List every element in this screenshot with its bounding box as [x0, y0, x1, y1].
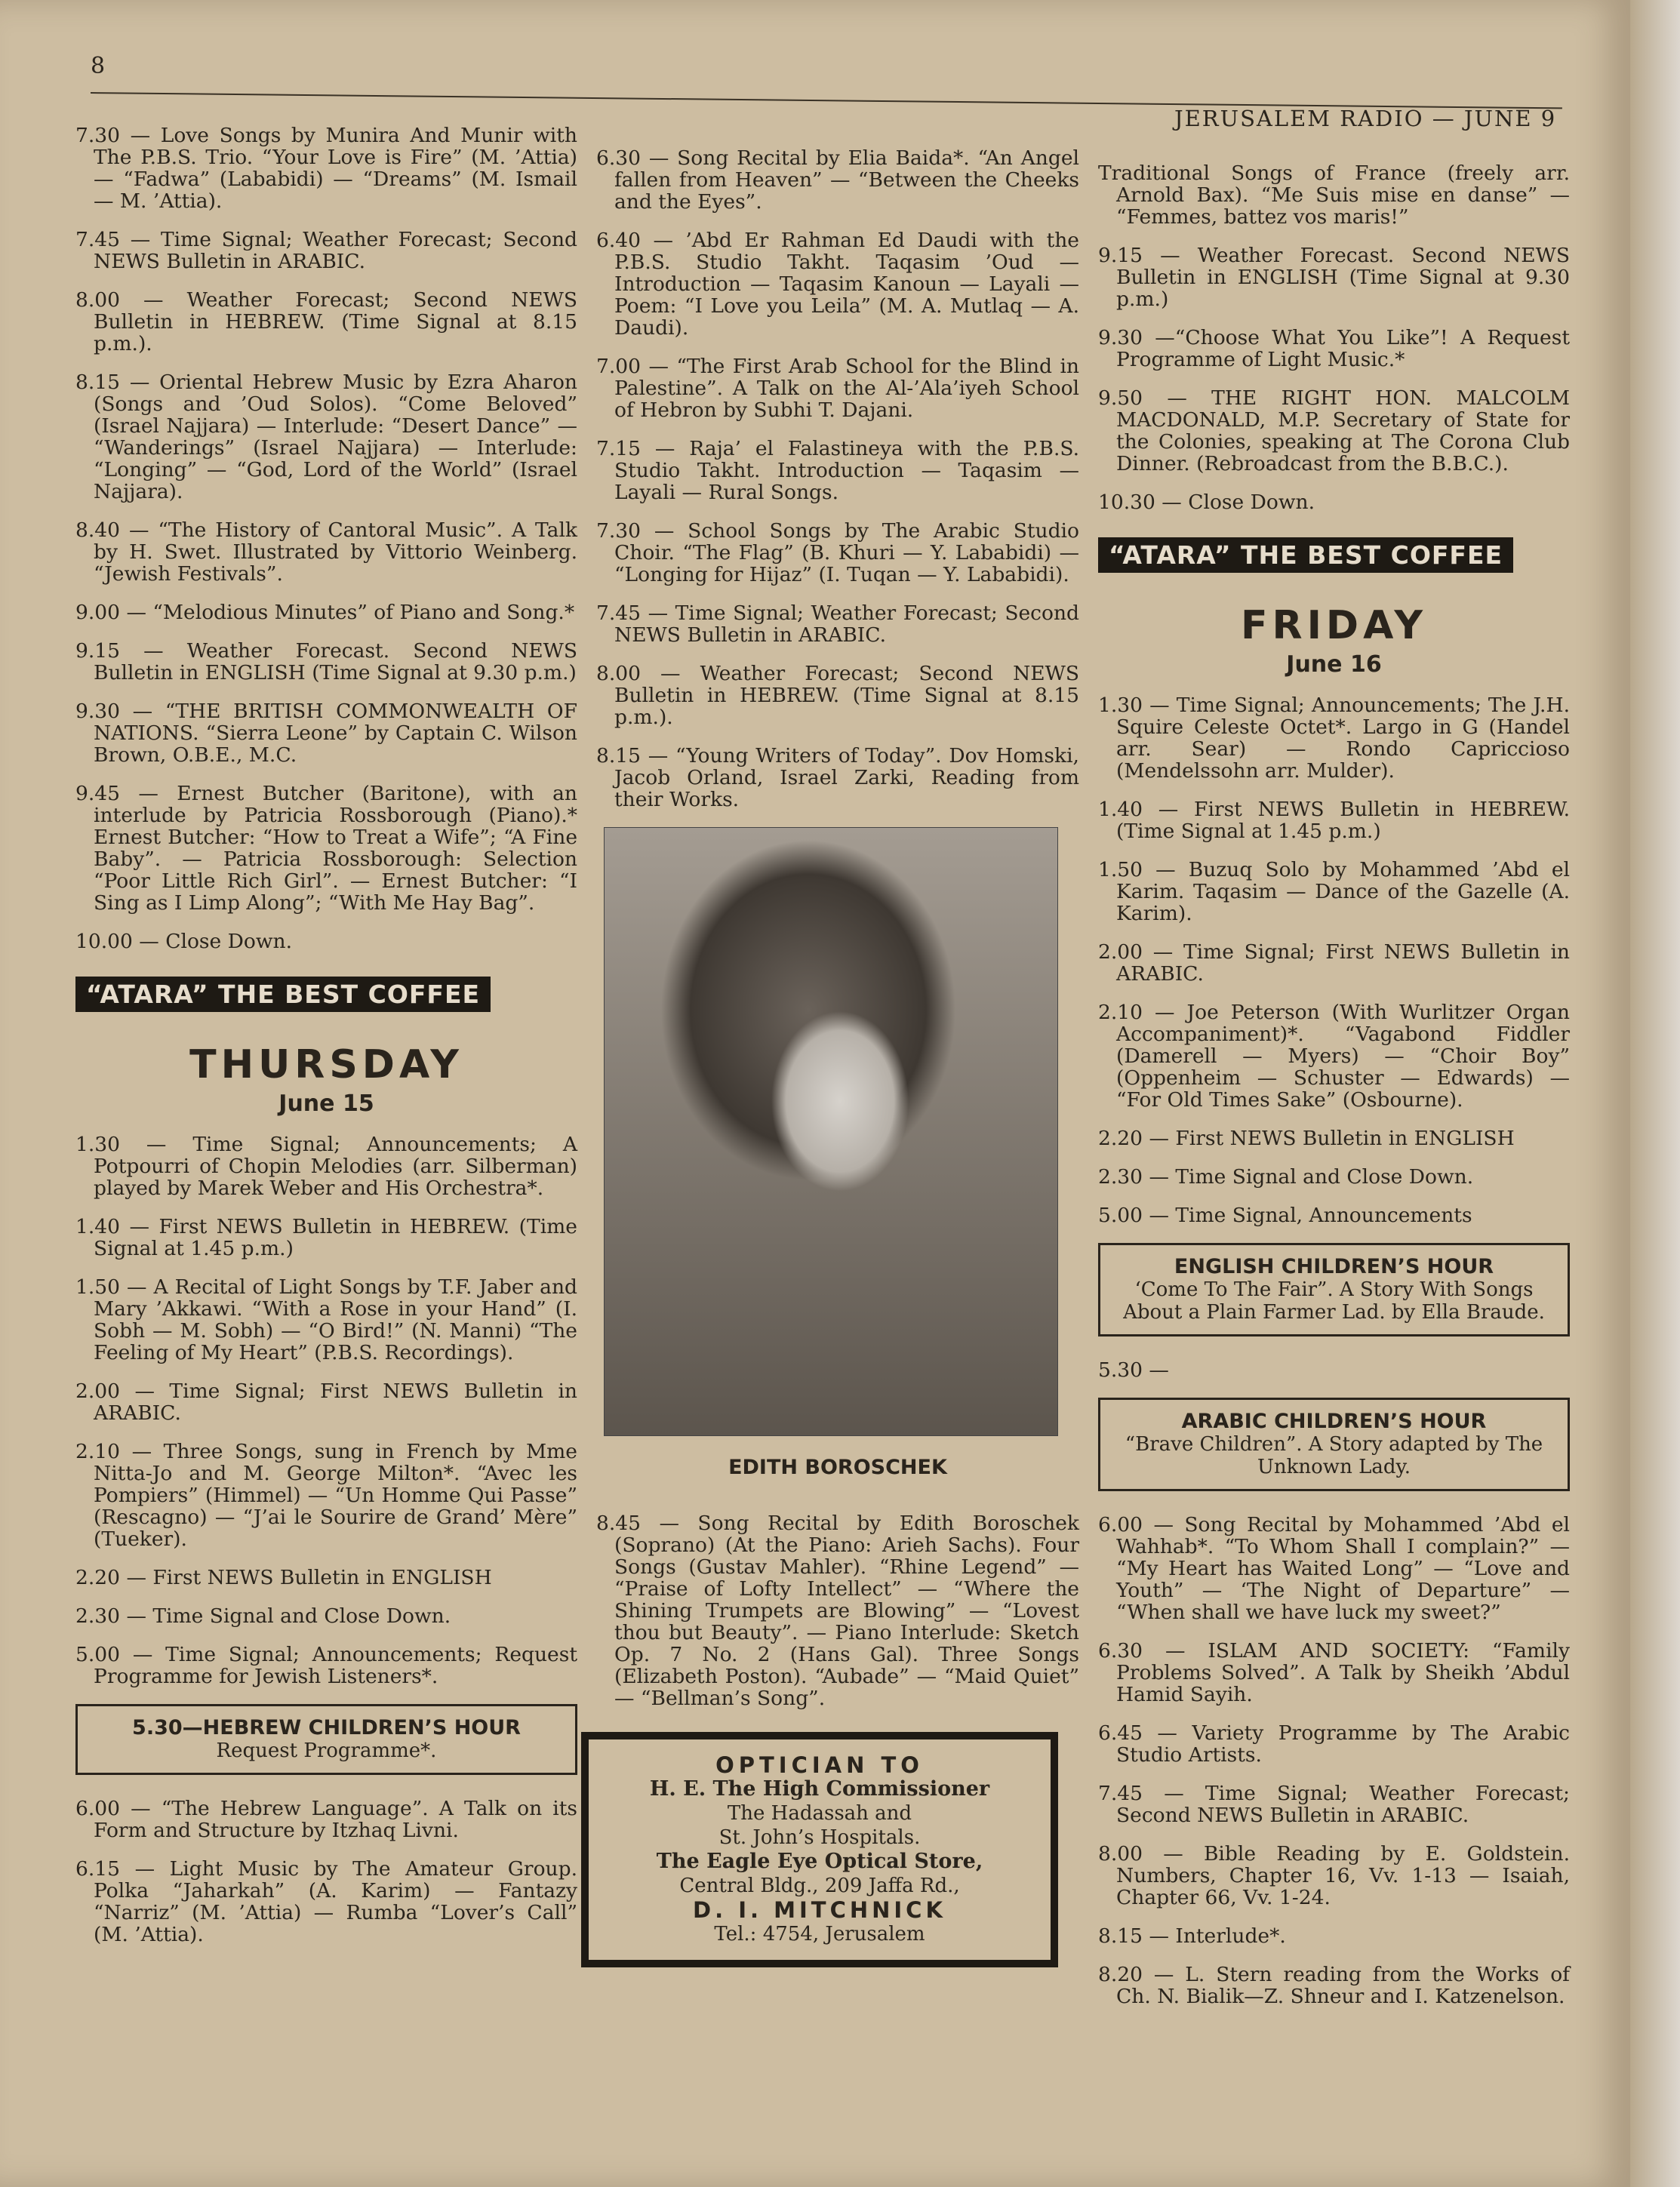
entry-text: — Song Recital by Mohammed ’Abd el Wahhab*. “To Whom Shall I complain?” — “My Heart has Waited Long” — “Love and Youth” — ‘The Night of Departure” — “When shall we have luck my sweet?”: [1116, 1513, 1570, 1624]
entry-text: — Song Recital by Edith Boroschek (Soprano) (At the Piano: Arieh Sachs). Four Songs (Gustav Mahler). “Rhine Legend” — “Praise of Lofty Intellect” — “Where the Shining Trumpets are Blowing” — “Lovest thou but Beauty”. — Piano Interlude: Sketch Op. 7 No. 2 (Hans Gal). Three Songs (Elizabeth Poston). “Aubade” — “Maid Quiet” — “Bellman’s Song”.: [614, 1512, 1079, 1710]
entry-time: 8.15: [75, 371, 130, 394]
entry-text: — “Melodious Minutes” of Piano and Song.*: [126, 601, 575, 624]
entry-text: — Time Signal; Weather Forecast; Second NEWS Bulletin in ARABIC.: [614, 601, 1079, 647]
entries-list: [596, 147, 1079, 811]
schedule-entry: [75, 125, 577, 212]
schedule-entry: [596, 438, 1079, 503]
schedule-entry: [75, 1133, 577, 1199]
entry-text: — Love Songs by Munira And Munir with The P.B.S. Trio. “Your Love is Fire” (M. ’Attia) — “Fadwa” (Lababidi) — “Dreams” (M. Ismail — M. ’Attia).: [94, 124, 577, 213]
entry-text: — Ernest Butcher (Baritone), with an interlude by Patricia Rossborough (Piano).* Ernest Butcher: “How to Treat a Wife”; “A Fine Baby”. — Patricia Rossborough: Selection “Poor Little Rich Girl”. — Ernest Butcher: “I Sing as I Limp Along”; “With Me Hay Bag”.: [94, 782, 577, 915]
coffee-ad: “ATARA” THE BEST COFFEE: [75, 977, 491, 1012]
entry-text: — Interlude*.: [1149, 1924, 1286, 1948]
entry-text: — School Songs by The Arabic Studio Choir. “The Flag” (B. Khuri — Y. Lababidi) — “Longing for Hijaz” (I. Tuqan — Y. Lababidi).: [614, 519, 1079, 586]
entry-time: 2.00: [1098, 940, 1153, 964]
entry-text: —“Choose What You Like”! A Request Programme of Light Music.*: [1116, 326, 1570, 371]
ad-line: Tel.: 4754, Jerusalem: [714, 1923, 925, 1946]
entry-text: — Joe Peterson (With Wurlitzer Organ Accompaniment)*. “Vagabond Fiddler (Damerell — Myers) — “Choir Boy” (Oppenheim — Schuster — Edwards) — “For Old Times Sake” (Osbourne).: [1116, 1001, 1570, 1112]
entry-text: — Time Signal; Announcements; Request Programme for Jewish Listeners*.: [94, 1643, 577, 1688]
entry-text: — THE RIGHT HON. MALCOLM MACDONALD, M.P. Secretary of State for the Colonies, speaking at The Corona Club Dinner. (Rebroadcast from the B.B.C.).: [1116, 386, 1570, 475]
schedule-entry: [596, 663, 1079, 728]
box-subtitle: Request Programme*.: [216, 1739, 437, 1762]
column-2: [596, 147, 1079, 1967]
entry-text: — Close Down.: [139, 930, 293, 953]
entry-time: 6.45: [1098, 1721, 1158, 1745]
ad-line: The Eagle Eye Optical Store,: [656, 1850, 983, 1873]
entry-text: — Weather Forecast. Second NEWS Bulletin in ENGLISH (Time Signal at 9.30 p.m.): [94, 639, 577, 684]
entry-time: 8.00: [1098, 1842, 1164, 1866]
entry-time: 10.00: [75, 930, 140, 953]
entry-text: — Raja’ el Falastineya with the P.B.S. Studio Takht. Introduction — Taqasim — Layali — Rural Songs.: [614, 437, 1079, 504]
box-title: ENGLISH CHILDREN’S HOUR: [1174, 1255, 1494, 1278]
page-header: JERUSALEM RADIO — JUNE 9: [1174, 106, 1557, 131]
coffee-ad: “ATARA” THE BEST COFFEE: [1098, 537, 1513, 573]
day-heading: THURSDAY: [189, 1042, 463, 1087]
entry-text: — Bible Reading by E. Goldstein. Numbers, Chapter 16, Vv. 1-13 — Isaiah, Chapter 66, Vv. 1-24.: [1116, 1842, 1570, 1909]
entry-text: — Three Songs, sung in French by Mme Nitta-Jo and M. George Milton*. “Avec les Pompiers” (Himmel) — “Un Homme Qui Passe” (Rescagno) — “J’ai le Sourire de Grand’ Mère” (Tueker).: [94, 1440, 577, 1551]
entry-time: 5.00: [1098, 1204, 1149, 1227]
entry-time: 6.00: [75, 1797, 131, 1820]
entry-text: — Time Signal; First NEWS Bulletin in ARABIC.: [94, 1380, 577, 1425]
entry-time: 2.10: [75, 1440, 132, 1463]
schedule-entry: [1098, 1127, 1570, 1149]
schedule-entry: [596, 602, 1079, 646]
entry-text: — Time Signal; Announcements; The J.H. Squire Celeste Octet*. Largo in G (Handel arr. Sear) — Rondo Capriccioso (Mendelssohn arr. Mulder).: [1116, 694, 1570, 783]
entry-time: 8.15: [1098, 1924, 1149, 1948]
entry-time: 7.45: [75, 228, 131, 251]
schedule-entry: [75, 1858, 577, 1946]
box-subtitle: ‘Come To The Fair”. A Story With Songs About a Plain Farmer Lad. by Ella Braude.: [1123, 1278, 1545, 1324]
entry-time: 9.30: [75, 700, 133, 723]
ad-line: Central Bldg., 209 Jaffa Rd.,: [679, 1875, 960, 1897]
day-date: June 15: [278, 1090, 374, 1117]
entries-list: [596, 1512, 1079, 1709]
entry-text: — Weather Forecast; Second NEWS Bulletin in HEBREW. (Time Signal at 8.15 p.m.).: [614, 662, 1079, 729]
entry-text: — Buzuq Solo by Mohammed ’Abd el Karim. Taqasim — Dance of the Gazelle (A. Karim).: [1116, 858, 1570, 925]
entries-list: [75, 1798, 577, 1946]
schedule-entry: [1098, 1640, 1570, 1706]
entry-time: 6.40: [596, 229, 654, 252]
schedule-entry: [1098, 941, 1570, 985]
entry-time: 9.15: [75, 639, 144, 663]
entry-time: 9.00: [75, 601, 127, 624]
ad-line: H. E. The High Commissioner: [649, 1777, 990, 1801]
entries-list: [75, 1133, 577, 1687]
entry-time: 9.50: [1098, 386, 1168, 410]
box-title: ARABIC CHILDREN’S HOUR: [1181, 1410, 1487, 1433]
entry-time: 2.10: [1098, 1001, 1155, 1024]
entry-time: 8.00: [596, 662, 661, 685]
entry-time: 2.30: [1098, 1165, 1149, 1189]
schedule-entry: [596, 147, 1079, 213]
entry-text: — Time Signal and Close Down.: [1149, 1165, 1474, 1189]
page-edge: [1630, 0, 1680, 2187]
entry-text: — Time Signal; Announcements; A Potpourri of Chopin Melodies (arr. Silberman) played by Marek Weber and His Orchestra*.: [94, 1133, 577, 1200]
ad-line: The Hadassah and: [727, 1802, 912, 1825]
entry-text: — Variety Programme by The Arabic Studio Artists.: [1116, 1721, 1570, 1767]
entry-time: 8.20: [1098, 1963, 1154, 1986]
entry-text: — Weather Forecast; Second NEWS Bulletin in HEBREW. (Time Signal at 8.15 p.m.).: [94, 288, 577, 355]
schedule-entry: [596, 745, 1079, 811]
entry-time: 7.30: [596, 519, 654, 543]
schedule-entry: [75, 930, 577, 952]
schedule-entry: [596, 1512, 1079, 1709]
entry-text: — ’Abd Er Rahman Ed Daudi with the P.B.S. Studio Takht. Taqasim ’Oud — Introduction — Taqasim Kanoun — Layali — Poem: “I Love you Leila” (M. A. Mutlaq — A. Daudi).: [614, 229, 1079, 340]
entry-time: 1.50: [1098, 858, 1156, 881]
entry-time: 9.15: [1098, 244, 1161, 267]
column-1: [75, 125, 577, 1962]
entry-time: 7.45: [596, 601, 648, 625]
box-subtitle: “Brave Children”. A Story adapted by The Unknown Lady.: [1125, 1433, 1543, 1478]
entry-time: 8.40: [75, 518, 129, 542]
entry-time: 8.00: [75, 288, 144, 312]
entries-list: [75, 125, 577, 952]
entry-time: 7.00: [596, 355, 649, 378]
entry-time: 6.00: [1098, 1513, 1154, 1536]
entry-text: — A Recital of Light Songs by T.F. Jaber and Mary ’Akkawi. “With a Rose in your Hand” (I. Sobh — M. Sobh) — “O Bird!” (N. Manni) “The Feeling of My Heart” (P.B.S. Recordings).: [94, 1275, 578, 1364]
entry-text: — L. Stern reading from the Works of Ch. N. Bialik—Z. Shneur and I. Katzenelson.: [1116, 1963, 1570, 2008]
entry-text: — Light Music by The Amateur Group. Polka “Jaharkah” (A. Karim) — Fantazy “Narriz” (M. ’Attia) — Rumba “Lover’s Call” (M. ’Attia).: [94, 1857, 577, 1946]
entry-text: — “The First Arab School for the Blind in Palestine”. A Talk on the Al-’Ala’iyeh School of Hebron by Subhi T. Dajani.: [614, 355, 1079, 422]
schedule-entry: [75, 1644, 577, 1687]
schedule-entry: [75, 700, 577, 766]
entry-text: — Close Down.: [1162, 491, 1315, 514]
entry-text: — First NEWS Bulletin in ENGLISH: [1149, 1127, 1515, 1150]
schedule-entry: [1098, 694, 1570, 782]
schedule-entry: [75, 601, 577, 623]
english-childrens-hour-box: [1098, 1243, 1570, 1336]
schedule-entry: [596, 520, 1079, 586]
schedule-entry: [1098, 1001, 1570, 1111]
schedule-entry: [75, 1380, 577, 1424]
entry-text: — First NEWS Bulletin in HEBREW. (Time Signal at 1.45 p.m.): [94, 1215, 577, 1260]
entry-text: — “The Hebrew Language”. A Talk on its Form and Structure by Itzhaq Livni.: [94, 1797, 577, 1842]
entry-time: 6.30: [596, 146, 649, 170]
schedule-entry: [1098, 162, 1570, 228]
schedule-entry: [75, 289, 577, 355]
entries-list: [1098, 162, 1570, 513]
schedule-entry: [1098, 245, 1570, 310]
photo-caption: EDITH BOROSCHEK: [728, 1456, 947, 1479]
entry-text: — Song Recital by Elia Baida*. “An Angel fallen from Heaven” — “Between the Cheeks and the Eyes”.: [614, 146, 1079, 214]
schedule-entry: [1098, 491, 1570, 513]
schedule-entry: [1098, 798, 1570, 842]
schedule-entry: [75, 640, 577, 684]
entry-text: — Time Signal; Weather Forecast; Second NEWS Bulletin in ARABIC.: [1116, 1782, 1570, 1827]
schedule-entry: [75, 1567, 577, 1589]
entry-time: 9.30: [1098, 326, 1155, 349]
schedule-entry: [1098, 1783, 1570, 1826]
schedule-entry: [596, 355, 1079, 421]
hebrew-childrens-hour-box: [75, 1704, 577, 1775]
schedule-entry: [1098, 859, 1570, 924]
entry-text: Traditional Songs of France (freely arr. Arnold Bax). “Me Suis mise en danse” — “Femmes, battez vos maris!”: [1098, 161, 1570, 229]
arabic-childrens-hour-box: [1098, 1398, 1570, 1491]
box-title: 5.30—HEBREW CHILDREN’S HOUR: [132, 1716, 521, 1739]
entry-time: 6.30: [1098, 1639, 1165, 1663]
optician-ad: [581, 1732, 1058, 1967]
day-heading: FRIDAY: [1241, 603, 1427, 648]
entry-time: 7.15: [596, 437, 655, 460]
entry-time: 7.45: [1098, 1782, 1165, 1805]
schedule-entry: [1098, 1166, 1570, 1188]
schedule-entry: [1098, 1925, 1570, 1947]
entry-time: 7.30: [75, 124, 131, 147]
schedule-entry: [75, 1441, 577, 1550]
ad-line: D. I. MITCHNICK: [693, 1897, 946, 1923]
entry-text: — ISLAM AND SOCIETY: “Family Problems Solved”. A Talk by Sheikh ’Abdul Hamid Sayih.: [1116, 1639, 1570, 1706]
schedule-entry: [596, 229, 1079, 339]
entry-text: — First NEWS Bulletin in ENGLISH: [126, 1566, 492, 1589]
entry-time: 5.00: [75, 1643, 133, 1666]
schedule-entry: [1098, 1204, 1570, 1226]
entry-text: — “Young Writers of Today”. Dov Homski, Jacob Orland, Israel Zarki, Reading from their Works.: [614, 744, 1079, 811]
page-number: 8: [91, 53, 106, 79]
entry-text: — Oriental Hebrew Music by Ezra Aharon (Songs and ’Oud Solos). “Come Beloved” (Israel Najjara) — Interlude: “Desert Dance” — “Wanderings” (Israel Najjara) — Interlude: “Longing” — “God, Lord of the World” (Israel Najjara).: [94, 371, 577, 503]
entry-time: 2.30: [75, 1604, 127, 1628]
entries-list: [1098, 694, 1570, 1226]
entry-text: — Time Signal, Announcements: [1149, 1204, 1472, 1227]
schedule-entry: [1098, 327, 1570, 371]
entry-text: — First NEWS Bulletin in HEBREW. (Time Signal at 1.45 p.m.): [1116, 798, 1570, 843]
schedule-entry: [75, 1216, 577, 1260]
schedule-entry: 5.30 —: [1098, 1358, 1169, 1382]
entry-time: 1.30: [1098, 694, 1150, 717]
schedule-entry: [75, 519, 577, 585]
entry-text: — Weather Forecast. Second NEWS Bulletin in ENGLISH (Time Signal at 9.30 p.m.): [1116, 244, 1570, 311]
entry-text: — “The History of Cantoral Music”. A Talk by H. Swet. Illustrated by Vittorio Weinberg. “Jewish Festivals”.: [94, 518, 577, 586]
schedule-entry: [75, 1798, 577, 1841]
schedule-entry: [75, 371, 577, 503]
entry-time: 1.40: [75, 1215, 130, 1238]
entry-time: 9.45: [75, 782, 139, 805]
entry-time: 2.20: [75, 1566, 127, 1589]
schedule-entry: [1098, 1964, 1570, 2007]
schedule-entry: [1098, 387, 1570, 475]
ad-line: OPTICIAN TO: [715, 1752, 924, 1778]
day-date: June 16: [1286, 651, 1382, 678]
entry-time: 1.40: [1098, 798, 1158, 821]
schedule-entry: [75, 229, 577, 272]
entry-text: — Time Signal; First NEWS Bulletin in ARABIC.: [1116, 940, 1570, 986]
entry-time: 6.15: [75, 1857, 135, 1881]
schedule-entry: [1098, 1722, 1570, 1766]
schedule-entry: [75, 783, 577, 914]
entry-time: 10.30: [1098, 491, 1162, 514]
entry-time: 2.20: [1098, 1127, 1149, 1150]
schedule-entry: [75, 1605, 577, 1627]
entry-time: 1.50: [75, 1275, 127, 1299]
schedule-entry: [1098, 1843, 1570, 1909]
entry-text: — “THE BRITISH COMMONWEALTH OF NATIONS. “Sierra Leone” by Captain C. Wilson Brown, O.B.E., M.C.: [94, 700, 577, 767]
entry-time: 1.30: [75, 1133, 146, 1156]
entry-text: — Time Signal and Close Down.: [126, 1604, 451, 1628]
entry-time: 8.15: [596, 744, 648, 767]
entries-list: [1098, 1514, 1570, 2007]
column-3: [1098, 162, 1570, 2024]
schedule-entry: [75, 1276, 577, 1364]
schedule-entry: [1098, 1514, 1570, 1623]
entry-time: 2.00: [75, 1380, 135, 1403]
entry-time: 8.45: [596, 1512, 660, 1535]
ad-line: St. John’s Hospitals.: [718, 1826, 921, 1849]
portrait-photo: [604, 827, 1058, 1436]
entry-text: — Time Signal; Weather Forecast; Second NEWS Bulletin in ARABIC.: [94, 228, 577, 273]
